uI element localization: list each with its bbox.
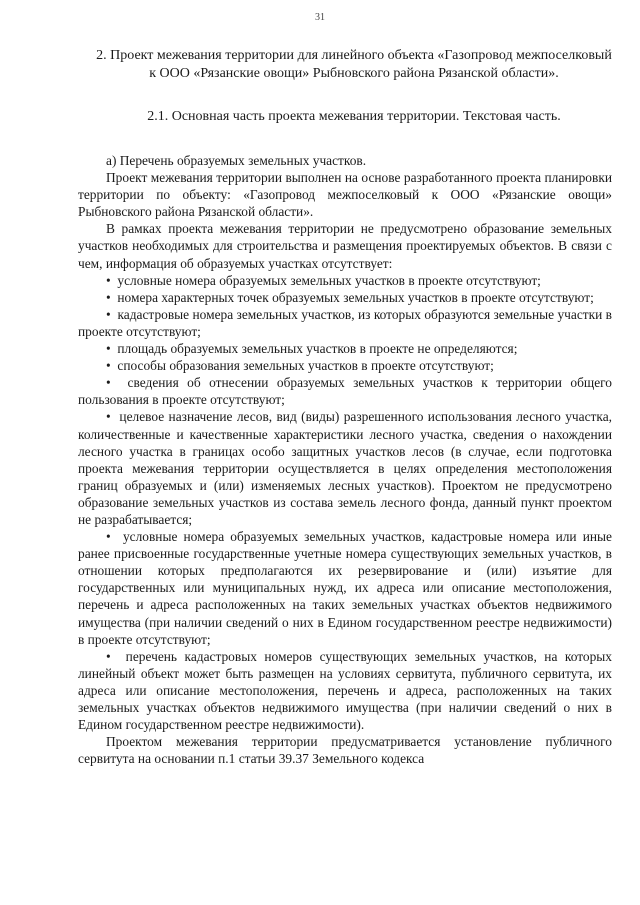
list-item: • номера характерных точек образуемых земельных участков в проекте отсутствуют; [78,289,612,306]
list-item: • перечень кадастровых номеров существующих земельных участков, на которых линейный объект может быть размещен на условиях сервитута, публичного сервитута, их адреса или описание местоположения, перечень и адреса, расположенных на таких земельных участках объектов недвижимого имущества (при наличии сведений о них в Едином государственном реестре недвижимости). [78,648,612,733]
document-heading: 2. Проект межевания территории для линейного объекта «Газопровод межпоселковый к ООО «Рязанские овощи» Рыбновского района Рязанской области». [96,48,612,81]
list-item: • кадастровые номера земельных участков, из которых образуются земельные участки в проекте отсутствуют; [78,306,612,340]
paragraph-scope: В рамках проекта межевания территории не предусмотрено образование земельных участков необходимых для строительства и размещения проектируемых объектов. В связи с чем, информация об образуемых участках отсутствует: [78,221,612,271]
section-title: а) Перечень образуемых земельных участков. [106,153,367,168]
paragraph-intro: Проект межевания территории выполнен на основе разработанного проекта планировки территории по объекту: «Газопровод межпоселковый к ООО «Рязанские овощи» Рыбновского района Рязанской области». [78,170,612,220]
list-item: • целевое назначение лесов, вид (виды) разрешенного использования лесного участка, количественные и качественные характеристики лесного участка, сведения о нахождении лесного участка в границах особо защитных участков лесов (в случае, если подготовка проекта межевания территории осуществляется в целях определения местоположения границ образуемых и (или) изменяемых лесных участков). Проектом не предусмотрено образование земельных участков из состава земель лесного фонда, данный пункт проектом не разрабатывается; [78,408,612,528]
section-heading: 2.1. Основная часть проекта межевания территории. Текстовая часть. [147,109,561,124]
list-item: • площадь образуемых земельных участков в проекте не определяются; [78,340,612,357]
paragraph-easement: Проектом межевания территории предусматривается установление публичного сервитута на основании п.1 статьи 39.37 Земельного кодекса [78,734,612,767]
list-item: • условные номера образуемых земельных участков, кадастровые номера или иные ранее присвоенные государственные учетные номера существующих земельных участков, в отношении которых предполагаются их резервирование и (или) изъятие для государственных или муниципальных нужд, их адреса или описание местоположения, перечень и адреса расположенных на таких земельных участках объектов недвижимого имущества (при наличии сведений о них в Едином государственном реестре недвижимости) в проекте отсутствуют; [78,528,612,648]
list-item: • условные номера образуемых земельных участков в проекте отсутствуют; [78,272,612,289]
document-body [78,152,612,767]
list-item: • сведения об отнесении образуемых земельных участков к территории общего пользования в проекте отсутствуют; [78,374,612,408]
list-item: • способы образования земельных участков в проекте отсутствуют; [78,357,612,374]
page-number: 31 [315,12,325,23]
